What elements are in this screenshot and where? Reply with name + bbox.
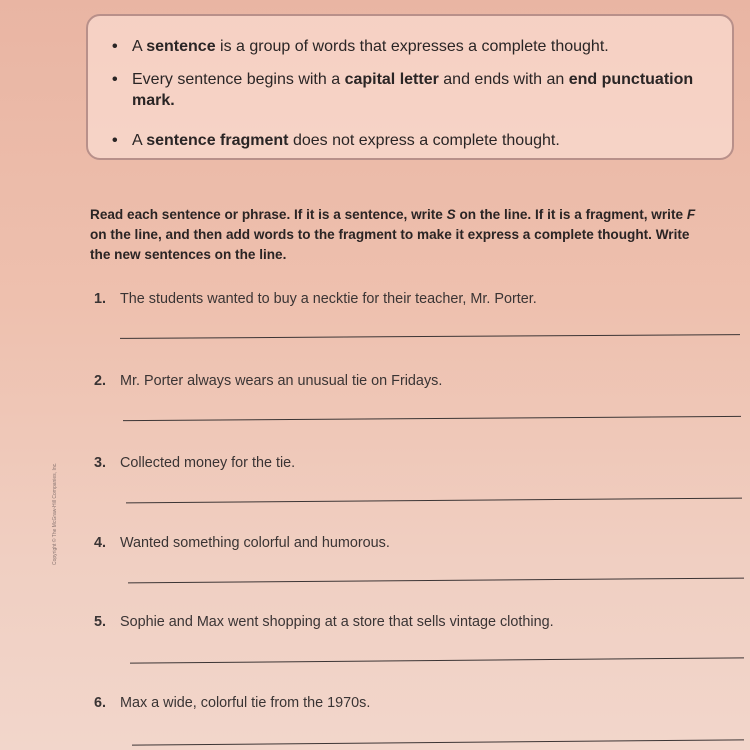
question-6: 6. Max a wide, colorful tie from the 1970s. bbox=[94, 695, 371, 711]
answer-line-1[interactable] bbox=[120, 334, 740, 339]
bullet-icon: • bbox=[112, 38, 118, 55]
answer-line-6[interactable] bbox=[132, 739, 744, 745]
question-1: 1. The students wanted to buy a necktie for their teacher, Mr. Porter. bbox=[94, 291, 537, 307]
instructions: Read each sentence or phrase. If it is a sentence, write S on the line. If it is a fragment, write F on the line, and then add words to the fragment to make it express a complete thought. Write the new sentences on the line. bbox=[90, 207, 696, 262]
answer-line-2[interactable] bbox=[123, 416, 741, 421]
rules-box bbox=[86, 14, 734, 160]
question-4: 4. Wanted something colorful and humorous. bbox=[94, 535, 390, 551]
bullet-icon: • bbox=[112, 132, 118, 149]
copyright-notice: Copyright © The McGraw-Hill Companies, Inc. bbox=[52, 462, 58, 565]
answer-line-4[interactable] bbox=[128, 578, 744, 584]
rule-item: • A sentence fragment does not express a complete thought. bbox=[112, 132, 560, 149]
question-2: 2. Mr. Porter always wears an unusual tie on Fridays. bbox=[94, 373, 443, 389]
rule-item: • A sentence is a group of words that expresses a complete thought. bbox=[112, 38, 609, 55]
answer-line-3[interactable] bbox=[126, 498, 742, 504]
question-5: 5. Sophie and Max went shopping at a store that sells vintage clothing. bbox=[94, 614, 554, 630]
bullet-icon: • bbox=[112, 71, 118, 88]
rule-item: • Every sentence begins with a capital letter and ends with an end punctuation mark. bbox=[112, 71, 694, 109]
answer-line-5[interactable] bbox=[130, 657, 744, 663]
question-3: 3. Collected money for the tie. bbox=[94, 455, 296, 471]
